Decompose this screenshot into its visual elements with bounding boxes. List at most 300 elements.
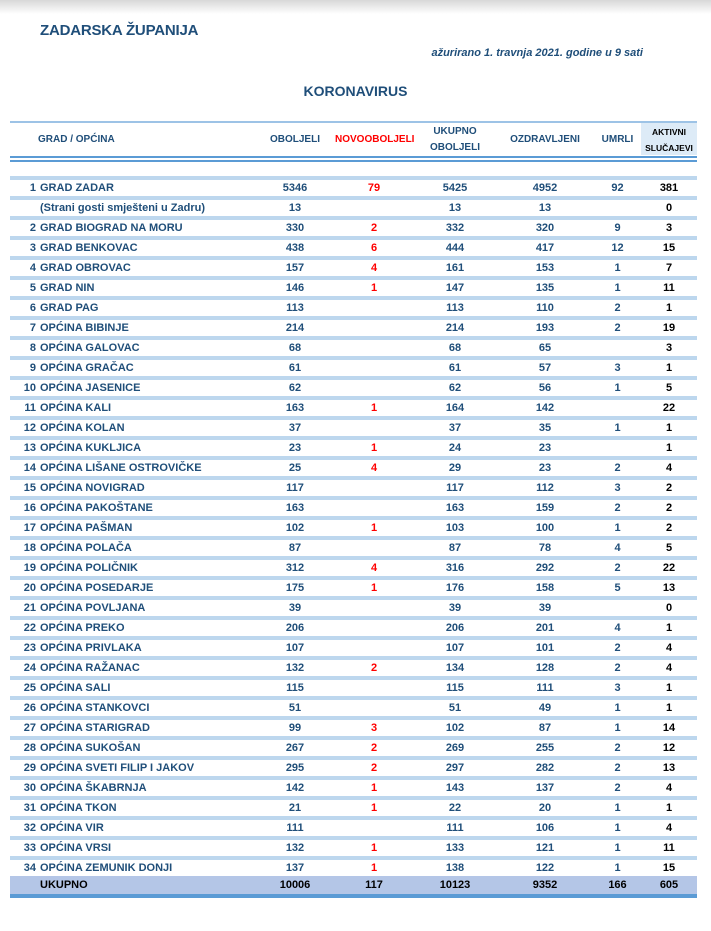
row-ozdravljeni: 282	[535, 762, 555, 774]
row-ozdravljeni: 128	[535, 662, 555, 674]
row-name: OPĆINA BIBINJE	[40, 322, 129, 334]
row-umrli: 9	[614, 222, 621, 234]
row-aktivni: 2	[665, 522, 673, 534]
row-aktivni: 22	[662, 402, 676, 414]
row-oboljeli: 107	[285, 642, 305, 654]
row-ukupno: 111	[446, 822, 464, 834]
table-row	[10, 736, 697, 756]
row-ozdravljeni: 255	[535, 742, 555, 754]
row-aktivni: 5	[665, 542, 673, 554]
table-row	[10, 776, 697, 796]
row-oboljeli: 157	[285, 262, 305, 274]
row-number: 11	[24, 402, 36, 414]
row-oboljeli: 295	[285, 762, 305, 774]
table-row	[10, 216, 697, 236]
table-row	[10, 396, 697, 416]
row-novooboljeli: 1	[370, 862, 378, 874]
row-name: GRAD OBROVAC	[40, 262, 131, 274]
row-ukupno: 163	[445, 502, 465, 514]
row-aktivni: 3	[665, 342, 673, 354]
row-number: 32	[23, 822, 36, 834]
row-novooboljeli: 4	[370, 262, 378, 274]
row-aktivni: 1	[665, 422, 673, 434]
row-name: OPĆINA PAŠMAN	[40, 522, 133, 534]
row-name: GRAD NIN	[40, 282, 95, 294]
table-row	[10, 596, 697, 616]
row-number: 22	[23, 622, 36, 634]
row-oboljeli: 330	[285, 222, 305, 234]
row-number: 29	[23, 762, 36, 774]
row-ukupno: 51	[448, 702, 462, 714]
row-ozdravljeni: 100	[535, 522, 555, 534]
total-novooboljeli: 117	[365, 879, 383, 891]
page-title: KORONAVIRUS	[303, 83, 408, 99]
row-aktivni: 4	[665, 822, 673, 834]
row-oboljeli: 132	[285, 842, 305, 854]
row-ozdravljeni: 101	[535, 642, 555, 654]
row-oboljeli: 113	[286, 302, 304, 314]
table-row	[10, 416, 697, 436]
row-name: GRAD PAG	[40, 302, 99, 314]
row-ukupno: 332	[445, 222, 465, 234]
table-row	[10, 556, 697, 576]
col-header-aktivni-line1: AKTIVNI	[652, 127, 686, 137]
row-umrli: 4	[614, 542, 621, 554]
row-name: OPĆINA STARIGRAD	[40, 722, 150, 734]
row-oboljeli: 115	[286, 682, 304, 694]
row-novooboljeli: 4	[370, 562, 378, 574]
row-umrli: 2	[614, 502, 621, 514]
col-header-novooboljeli: NOVOOBOLJELI	[335, 134, 415, 145]
row-name: OPĆINA GRAČAC	[40, 362, 134, 374]
row-ozdravljeni: 137	[535, 782, 555, 794]
row-name: GRAD BIOGRAD NA MORU	[40, 222, 183, 234]
col-header-ozdravljeni: OZDRAVLJENI	[510, 134, 580, 145]
row-aktivni: 11	[663, 842, 675, 854]
table-row	[10, 856, 697, 876]
row-name: OPĆINA POLIČNIK	[40, 562, 138, 574]
row-number: 9	[29, 362, 36, 374]
row-umrli: 4	[614, 622, 621, 634]
row-number: 2	[29, 222, 36, 234]
row-number: 10	[23, 382, 36, 394]
row-oboljeli: 206	[285, 622, 305, 634]
row-name: OPĆINA NOVIGRAD	[40, 482, 145, 494]
table-row	[10, 196, 697, 216]
county-title: ZADARSKA ŽUPANIJA	[40, 22, 199, 39]
row-oboljeli: 137	[285, 862, 305, 874]
row-umrli: 2	[614, 322, 621, 334]
row-aktivni: 14	[662, 722, 676, 734]
row-oboljeli: 25	[288, 462, 302, 474]
row-novooboljeli: 1	[370, 582, 378, 594]
table-row	[10, 496, 697, 516]
row-umrli: 3	[614, 482, 621, 494]
row-novooboljeli: 1	[370, 402, 378, 414]
row-ukupno: 62	[448, 382, 462, 394]
row-ukupno: 13	[448, 202, 462, 214]
table-row	[10, 796, 697, 816]
row-oboljeli: 37	[288, 422, 302, 434]
row-name: OPĆINA VIR	[40, 822, 104, 834]
row-number: 27	[23, 722, 36, 734]
row-aktivni: 15	[662, 862, 676, 874]
row-ukupno: 269	[445, 742, 465, 754]
col-header-ukupno-line1: UKUPNO	[433, 126, 477, 137]
row-oboljeli: 438	[285, 242, 305, 254]
row-ozdravljeni: 122	[535, 862, 555, 874]
row-novooboljeli: 2	[370, 742, 378, 754]
row-oboljeli: 68	[288, 342, 302, 354]
row-umrli: 2	[614, 642, 621, 654]
table-row	[10, 756, 697, 776]
row-aktivni: 381	[659, 182, 679, 194]
row-umrli: 1	[614, 722, 621, 734]
row-aktivni: 1	[665, 702, 673, 714]
spacer	[10, 162, 697, 176]
row-umrli: 2	[614, 762, 621, 774]
row-ukupno: 24	[448, 442, 462, 454]
row-number: 5	[29, 282, 36, 294]
table-row	[10, 576, 697, 596]
row-ukupno: 206	[445, 622, 465, 634]
row-aktivni: 2	[665, 482, 673, 494]
row-ozdravljeni: 23	[538, 462, 552, 474]
table-row	[10, 476, 697, 496]
row-ukupno: 117	[446, 482, 464, 494]
row-umrli: 1	[614, 822, 621, 834]
row-novooboljeli: 79	[367, 182, 381, 194]
row-aktivni: 5	[665, 382, 673, 394]
row-name: OPĆINA POSEDARJE	[40, 582, 154, 594]
table-row	[10, 296, 697, 316]
row-ukupno: 22	[448, 802, 462, 814]
col-header-name: GRAD / OPĆINA	[38, 134, 115, 145]
row-name: OPĆINA PAKOŠTANE	[40, 502, 153, 514]
row-ukupno: 102	[445, 722, 465, 734]
row-umrli: 1	[614, 382, 621, 394]
row-aktivni: 4	[665, 642, 673, 654]
total-row	[10, 876, 697, 898]
row-number: 20	[23, 582, 36, 594]
top-shadow	[0, 0, 711, 14]
row-umrli: 2	[614, 782, 621, 794]
row-ukupno: 147	[445, 282, 465, 294]
row-number: 14	[23, 462, 36, 474]
row-number: 28	[23, 742, 36, 754]
table-row	[10, 536, 697, 556]
row-oboljeli: 13	[288, 202, 302, 214]
row-ozdravljeni: 20	[538, 802, 552, 814]
row-aktivni: 22	[662, 562, 676, 574]
row-oboljeli: 163	[285, 402, 305, 414]
row-umrli: 2	[614, 302, 621, 314]
col-header-oboljeli: OBOLJELI	[269, 134, 320, 145]
table-row	[10, 316, 697, 336]
row-novooboljeli: 1	[370, 782, 378, 794]
row-ozdravljeni: 201	[535, 622, 555, 634]
row-oboljeli: 132	[285, 662, 305, 674]
row-ukupno: 103	[445, 522, 465, 534]
row-ukupno: 176	[445, 582, 465, 594]
row-oboljeli: 102	[285, 522, 305, 534]
covid-table	[10, 121, 697, 898]
row-ozdravljeni: 110	[536, 302, 554, 314]
row-ukupno: 29	[448, 462, 462, 474]
row-umrli: 5	[614, 582, 621, 594]
row-ozdravljeni: 417	[535, 242, 555, 254]
row-umrli: 1	[614, 802, 621, 814]
row-ozdravljeni: 193	[535, 322, 555, 334]
row-aktivni: 13	[662, 582, 676, 594]
row-ukupno: 113	[446, 302, 464, 314]
row-ukupno: 37	[448, 422, 462, 434]
row-aktivni: 4	[665, 662, 673, 674]
row-number: 7	[29, 322, 36, 334]
row-ozdravljeni: 35	[538, 422, 552, 434]
row-name: OPĆINA RAŽANAC	[40, 662, 140, 674]
total-ukupno: 10123	[439, 879, 471, 891]
row-name: OPĆINA TKON	[40, 802, 117, 814]
table-row	[10, 696, 697, 716]
row-name: OPĆINA SALI	[40, 682, 111, 694]
row-oboljeli: 175	[285, 582, 305, 594]
row-oboljeli: 51	[288, 702, 302, 714]
table-row	[10, 236, 697, 256]
row-novooboljeli: 1	[370, 802, 378, 814]
row-oboljeli: 99	[288, 722, 302, 734]
row-aktivni: 15	[662, 242, 676, 254]
row-number: 12	[23, 422, 36, 434]
row-ukupno: 68	[448, 342, 462, 354]
row-ozdravljeni: 111	[536, 682, 554, 694]
row-aktivni: 4	[665, 782, 673, 794]
row-name: OPĆINA KOLAN	[40, 422, 125, 434]
row-novooboljeli: 1	[370, 282, 378, 294]
row-umrli: 3	[614, 682, 621, 694]
row-novooboljeli: 1	[370, 842, 378, 854]
row-ozdravljeni: 112	[536, 482, 554, 494]
row-oboljeli: 5346	[282, 182, 308, 194]
table-row	[10, 376, 697, 396]
table-row	[10, 436, 697, 456]
table-row	[10, 176, 697, 196]
row-ozdravljeni: 13	[538, 202, 552, 214]
col-header-aktivni-line2: SLUČAJEVI	[645, 143, 693, 153]
row-aktivni: 11	[663, 282, 675, 294]
table-row	[10, 276, 697, 296]
row-ozdravljeni: 56	[538, 382, 552, 394]
row-number: 13	[23, 442, 36, 454]
row-aktivni: 0	[665, 602, 673, 614]
row-ukupno: 61	[448, 362, 462, 374]
row-umrli: 2	[614, 662, 621, 674]
row-ukupno: 115	[446, 682, 464, 694]
row-number: 23	[23, 642, 36, 654]
row-ozdravljeni: 39	[538, 602, 552, 614]
row-oboljeli: 39	[288, 602, 302, 614]
col-header-ukupno-line2: OBOLJELI	[429, 142, 480, 153]
row-ozdravljeni: 158	[535, 582, 555, 594]
row-oboljeli: 312	[285, 562, 305, 574]
row-number: 30	[23, 782, 36, 794]
table-row	[10, 256, 697, 276]
row-number: 24	[23, 662, 36, 674]
updated-note: ažurirano 1. travnja 2021. godine u 9 sati	[431, 47, 643, 59]
row-name: OPĆINA SVETI FILIP I JAKOV	[40, 762, 195, 774]
row-umrli: 1	[614, 862, 621, 874]
total-aktivni: 605	[659, 879, 679, 891]
row-ozdravljeni: 57	[538, 362, 552, 374]
row-umrli: 1	[614, 262, 621, 274]
row-ozdravljeni: 159	[535, 502, 555, 514]
row-name: GRAD ZADAR	[40, 182, 114, 194]
table-row	[10, 456, 697, 476]
row-ozdravljeni: 23	[538, 442, 552, 454]
row-aktivni: 2	[665, 502, 673, 514]
row-number: 15	[23, 482, 36, 494]
row-number: 26	[23, 702, 36, 714]
table-row	[10, 336, 697, 356]
row-aktivni: 12	[662, 742, 676, 754]
total-ozdravljeni: 9352	[532, 879, 558, 891]
table-header	[10, 121, 697, 155]
row-name: OPĆINA POVLJANA	[40, 602, 146, 614]
row-umrli: 1	[614, 522, 621, 534]
row-ukupno: 164	[445, 402, 465, 414]
row-umrli: 3	[614, 362, 621, 374]
row-umrli: 1	[614, 842, 621, 854]
row-ukupno: 297	[445, 762, 465, 774]
row-novooboljeli: 4	[370, 462, 378, 474]
row-ozdravljeni: 106	[535, 822, 555, 834]
row-aktivni: 1	[665, 442, 673, 454]
row-ozdravljeni: 292	[535, 562, 555, 574]
row-aktivni: 19	[662, 322, 676, 334]
row-name: OPĆINA ŠKABRNJA	[40, 782, 147, 794]
row-name: OPĆINA POLAČA	[40, 542, 132, 554]
row-umrli: 1	[614, 702, 621, 714]
row-ozdravljeni: 153	[535, 262, 555, 274]
row-aktivni: 1	[665, 622, 673, 634]
row-ozdravljeni: 49	[538, 702, 552, 714]
row-name: OPĆINA SUKOŠAN	[40, 742, 141, 754]
table-row	[10, 836, 697, 856]
row-oboljeli: 142	[285, 782, 305, 794]
table-row	[10, 356, 697, 376]
row-number: 4	[29, 262, 36, 274]
row-ozdravljeni: 320	[535, 222, 555, 234]
row-number: 3	[29, 242, 36, 254]
row-ozdravljeni: 142	[535, 402, 555, 414]
row-number: 34	[23, 862, 36, 874]
row-oboljeli: 267	[285, 742, 305, 754]
row-name: OPĆINA PRIVLAKA	[40, 642, 142, 654]
row-number: 8	[29, 342, 36, 354]
row-aktivni: 4	[665, 462, 673, 474]
row-name: (Strani gosti smješteni u Zadru)	[40, 202, 206, 214]
row-number: 16	[23, 502, 36, 514]
total-oboljeli: 10006	[279, 879, 311, 891]
row-aktivni: 7	[665, 262, 673, 274]
row-name: OPĆINA KALI	[40, 402, 112, 414]
row-ukupno: 214	[445, 322, 465, 334]
row-name: OPĆINA GALOVAC	[40, 342, 140, 354]
row-oboljeli: 61	[288, 362, 302, 374]
row-number: 25	[23, 682, 36, 694]
row-number: 6	[29, 302, 36, 314]
row-ukupno: 133	[445, 842, 465, 854]
row-novooboljeli: 3	[370, 722, 378, 734]
row-name: OPĆINA LIŠANE OSTROVIČKE	[40, 462, 202, 474]
row-oboljeli: 87	[288, 542, 302, 554]
row-novooboljeli: 2	[370, 662, 378, 674]
row-name: GRAD BENKOVAC	[40, 242, 138, 254]
row-novooboljeli: 1	[370, 522, 378, 534]
row-number: 17	[23, 522, 36, 534]
table-row	[10, 716, 697, 736]
row-umrli: 12	[611, 242, 624, 254]
row-aktivni: 1	[665, 802, 673, 814]
row-umrli: 2	[614, 742, 621, 754]
row-number: 31	[23, 802, 36, 814]
row-name: OPĆINA VRSI	[40, 842, 112, 854]
col-header-aktivni	[641, 123, 697, 155]
row-umrli: 1	[614, 282, 621, 294]
row-ukupno: 107	[445, 642, 465, 654]
row-oboljeli: 21	[288, 802, 302, 814]
table-row	[10, 676, 697, 696]
row-novooboljeli: 6	[370, 242, 378, 254]
row-oboljeli: 62	[288, 382, 302, 394]
table-row	[10, 616, 697, 636]
row-umrli: 2	[614, 462, 621, 474]
row-name: OPĆINA JASENICE	[40, 382, 141, 394]
row-ukupno: 134	[445, 662, 465, 674]
row-novooboljeli: 1	[370, 442, 378, 454]
row-ozdravljeni: 87	[538, 722, 552, 734]
row-oboljeli: 146	[285, 282, 305, 294]
row-novooboljeli: 2	[370, 222, 378, 234]
row-umrli: 92	[611, 182, 624, 194]
row-aktivni: 3	[665, 222, 673, 234]
table-row	[10, 636, 697, 656]
table-row	[10, 656, 697, 676]
col-header-umrli: UMRLI	[601, 134, 634, 145]
row-ukupno: 316	[445, 562, 465, 574]
row-aktivni: 0	[665, 202, 673, 214]
row-number: 21	[23, 602, 36, 614]
row-ozdravljeni: 135	[535, 282, 555, 294]
row-aktivni: 1	[665, 682, 673, 694]
row-name: OPĆINA KUKLJICA	[40, 442, 142, 454]
row-umrli: 2	[614, 562, 621, 574]
row-ukupno: 5425	[442, 182, 468, 194]
row-ozdravljeni: 4952	[532, 182, 558, 194]
row-novooboljeli: 2	[370, 762, 378, 774]
row-oboljeli: 163	[285, 502, 305, 514]
col-header-ukupno	[425, 125, 485, 154]
total-umrli: 166	[608, 879, 627, 891]
row-oboljeli: 214	[285, 322, 305, 334]
row-name: OPĆINA PREKO	[40, 622, 125, 634]
row-aktivni: 13	[662, 762, 676, 774]
row-ozdravljeni: 65	[538, 342, 552, 354]
table-row	[10, 816, 697, 836]
row-oboljeli: 117	[286, 482, 304, 494]
row-name: OPĆINA STANKOVCI	[40, 702, 150, 714]
row-umrli: 1	[614, 422, 621, 434]
